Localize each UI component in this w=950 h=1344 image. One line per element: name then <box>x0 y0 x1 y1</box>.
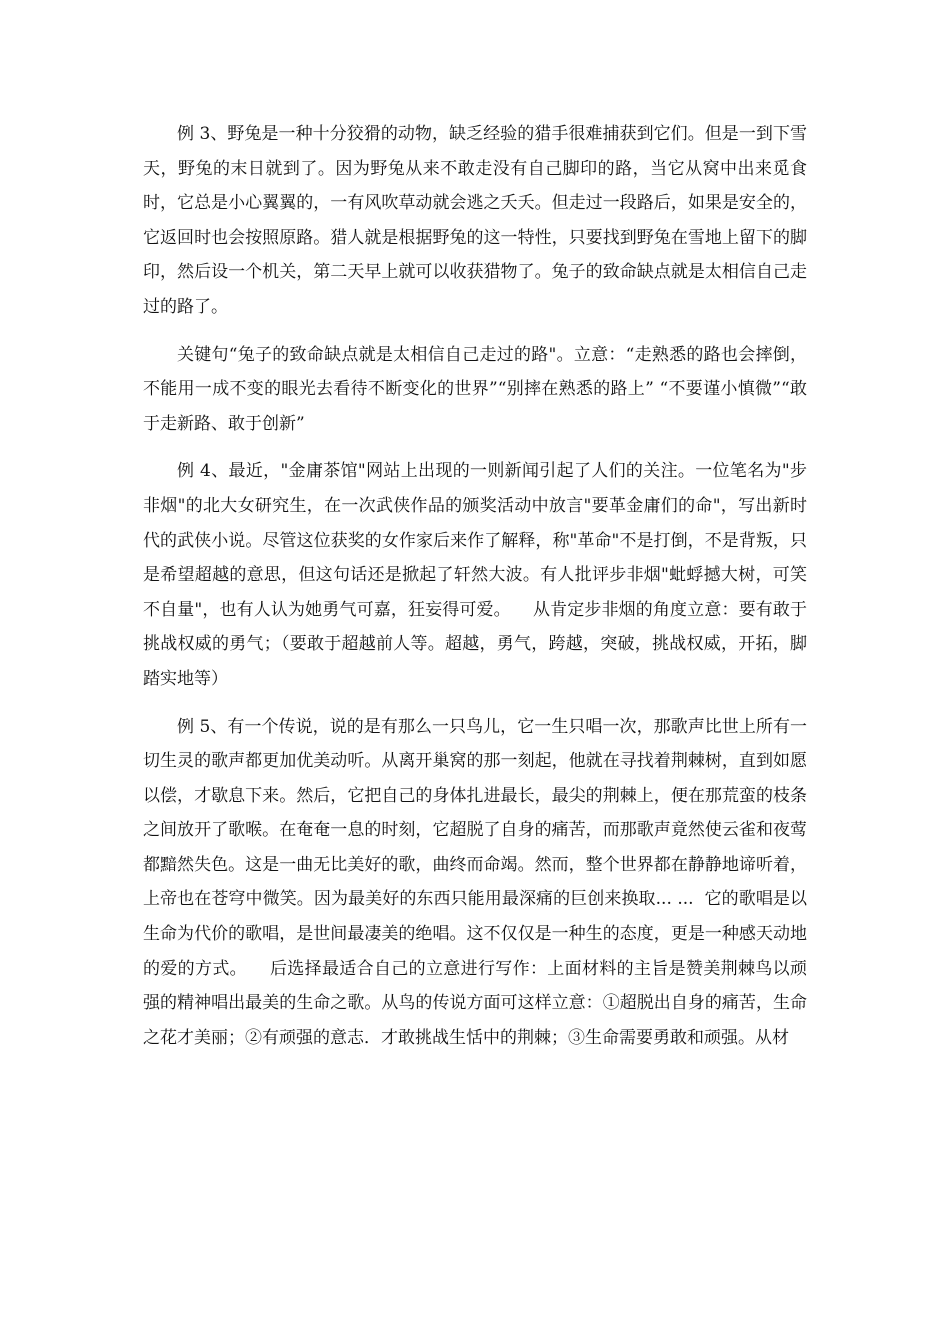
document-body <box>143 117 807 1068</box>
paragraph-key-sentence: 关键句“兔子的致命缺点就是太相信自己走过的路"。立意：“走熟悉的路也会摔倒，不能用一成不变的眼光去看待不断变化的世界”“别摔在熟悉的路上” “不要谨小慎微”“敢于走新路、敢于创新” <box>143 344 807 434</box>
paragraph-example-4: 例 4、最近，"金庸茶馆"网站上出现的一则新闻引起了人们的关注。一位笔名为"步非烟"的北大女研究生，在一次武侠作品的颁奖活动中放言"要革金庸们的命"，写出新时代的武侠小说。尽管这位获奖的女作家后来作了解释，称"革命"不是打倒，不是背叛，只是希望超越的意思，但这句话还是掀起了轩然大波。有人批评步非烟"蚍蜉撼大树，可笑不自量"，也有人认为她勇气可嘉，狂妄得可爱。 从肯定步非烟的角度立意：要有敢于挑战权威的勇气；（要敢于超越前人等。超越，勇气，跨越，突破，挑战权威，开拓，脚踏实地等） <box>143 461 807 689</box>
paragraph-example-5: 例 5、有一个传说，说的是有那么一只鸟儿，它一生只唱一次，那歌声比世上所有一切生灵的歌声都更加优美动听。从离开巢窝的那一刻起，他就在寻找着荆棘树，直到如愿以偿，才歇息下来。然后，它把自己的身体扎进最长，最尖的荆棘上，便在那荒蛮的枝条之间放开了歌喉。在奄奄一息的时刻，它超脱了自身的痛苦，而那歌声竟然使云雀和夜莺都黯然失色。这是一曲无比美好的歌，曲终而命竭。然而，整个世界都在静静地谛听着，上帝也在苍穹中微笑。因为最美好的东西只能用最深痛的巨创来换取... ... 它的歌唱是以生命为代价的歌唱，是世间最凄美的绝唱。这不仅仅是一种生的态度，更是一种感天动地的爱的方式。 后选择最适合自己的立意进行写作：上面材料的主旨是赞美荆棘鸟以顽强的精神唱出最美的生命之歌。从鸟的传说方面可这样立意：①超脱出自身的痛苦，生命之花才美丽；②有顽强的意志．才敢挑战生恬中的荆棘；③生命需要勇敢和顽强。从材 <box>143 716 807 1048</box>
paragraph-example-3: 例 3、野兔是一种十分狡猾的动物，缺乏经验的猎手很难捕获到它们。但是一到下雪天，野兔的末日就到了。因为野兔从来不敢走没有自己脚印的路，当它从窝中出来觅食时，它总是小心翼翼的，一有风吹草动就会逃之夭夭。但走过一段路后，如果是安全的，它返回时也会按照原路。猎人就是根据野兔的这一特性，只要找到野兔在雪地上留下的脚印，然后设一个机关，第二天早上就可以收获猎物了。兔子的致命缺点就是太相信自己走过的路了。 <box>143 124 807 317</box>
